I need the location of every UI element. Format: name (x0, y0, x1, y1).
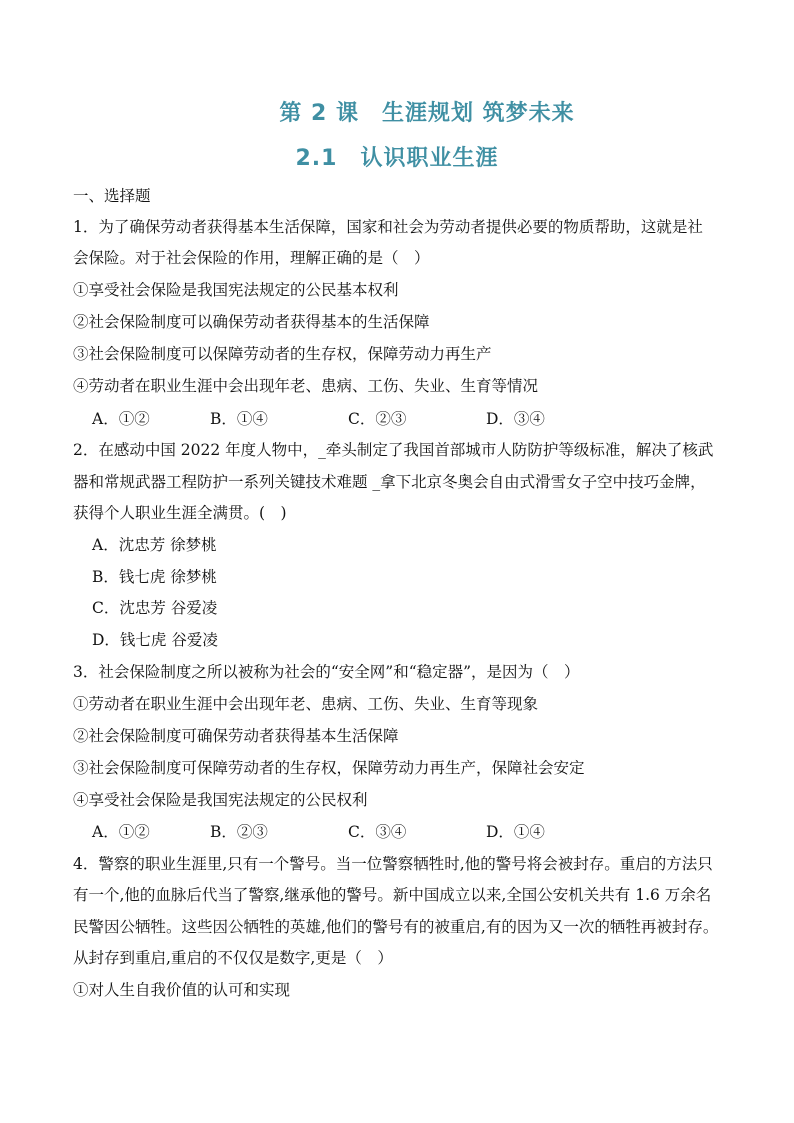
q2-option-d: D．钱七虎 谷爱凌 (92, 631, 218, 649)
q3-item-4: ④享受社会保险是我国宪法规定的公民权利 (73, 791, 368, 809)
q3-item-2: ②社会保险制度可确保劳动者获得基本生活保障 (73, 727, 399, 745)
q2-option-c: C．沈忠芳 谷爱凌 (92, 599, 218, 617)
q4-item-1: ①对人生自我价值的认可和实现 (73, 981, 291, 999)
q2-stem-line2: 器和常规武器工程防护一系列关键技术难题 _拿下北京冬奥会自由式滑雪女子空中技巧金牌， (73, 473, 706, 491)
q2-stem-line3: 获得个人职业生涯全满贯。( ) (73, 504, 287, 522)
q4-stem-line1: 4．警察的职业生涯里,只有一个警号。当一位警察牺牲时,他的警号将会被封存。重启的方法只 (73, 855, 713, 873)
q2-option-b: B．钱七虎 徐梦桃 (92, 568, 217, 586)
q1-option-c: C．②③ (348, 410, 407, 428)
section-heading: 一、选择题 (73, 187, 151, 205)
q1-option-b: B．①④ (210, 410, 268, 428)
q1-item-1: ①享受社会保险是我国宪法规定的公民基本权利 (73, 281, 399, 299)
q3-item-1: ①劳动者在职业生涯中会出现年老、患病、工伤、失业、生育等现象 (73, 695, 539, 713)
q2-option-a: A．沈忠芳 徐梦桃 (92, 536, 217, 554)
q3-option-b: B．②③ (210, 823, 268, 841)
q3-stem-line1: 3．社会保险制度之所以被称为社会的“安全网”和“稳定器”，是因为（ ） (73, 663, 580, 681)
lesson-title: 第 2 课 生涯规划 筑梦未来 (279, 101, 575, 126)
q4-stem-line4: 从封存到重启,重启的不仅仅是数字,更是（ ） (73, 949, 393, 967)
q1-stem-line1: 1．为了确保劳动者获得基本生活保障，国家和社会为劳动者提供必要的物质帮助，这就是社 (73, 218, 703, 236)
q4-stem-line2: 有一个,他的血脉后代当了警察,继承他的警号。新中国成立以来,全国公安机关共有 1.6 万余名 (73, 886, 712, 904)
q3-option-d: D．①④ (486, 823, 545, 841)
q1-item-3: ③社会保险制度可以保障劳动者的生存权，保障劳动力再生产 (73, 345, 492, 363)
q1-stem-line2: 会保险。对于社会保险的作用，理解正确的是（ ） (73, 249, 430, 267)
q1-option-a: A．①② (92, 410, 150, 428)
q1-option-d: D．③④ (486, 410, 545, 428)
q3-option-c: C．③④ (348, 823, 407, 841)
q3-option-a: A．①② (92, 823, 150, 841)
q4-stem-line3: 民警因公牺牲。这些因公牺牲的英雄,他们的警号有的被重启,有的因为又一次的牺牲再被封存。 (73, 918, 719, 936)
q1-item-4: ④劳动者在职业生涯中会出现年老、患病、工伤、失业、生育等情况 (73, 377, 539, 395)
q3-item-3: ③社会保险制度可保障劳动者的生存权，保障劳动力再生产，保障社会安定 (73, 759, 585, 777)
section-title: 2.1 认识职业生涯 (295, 146, 499, 171)
q2-stem-line1: 2．在感动中国 2022 年度人物中，_牵头制定了我国首部城市人防防护等级标准，解决了核武 (73, 441, 714, 459)
q1-item-2: ②社会保险制度可以确保劳动者获得基本的生活保障 (73, 313, 430, 331)
